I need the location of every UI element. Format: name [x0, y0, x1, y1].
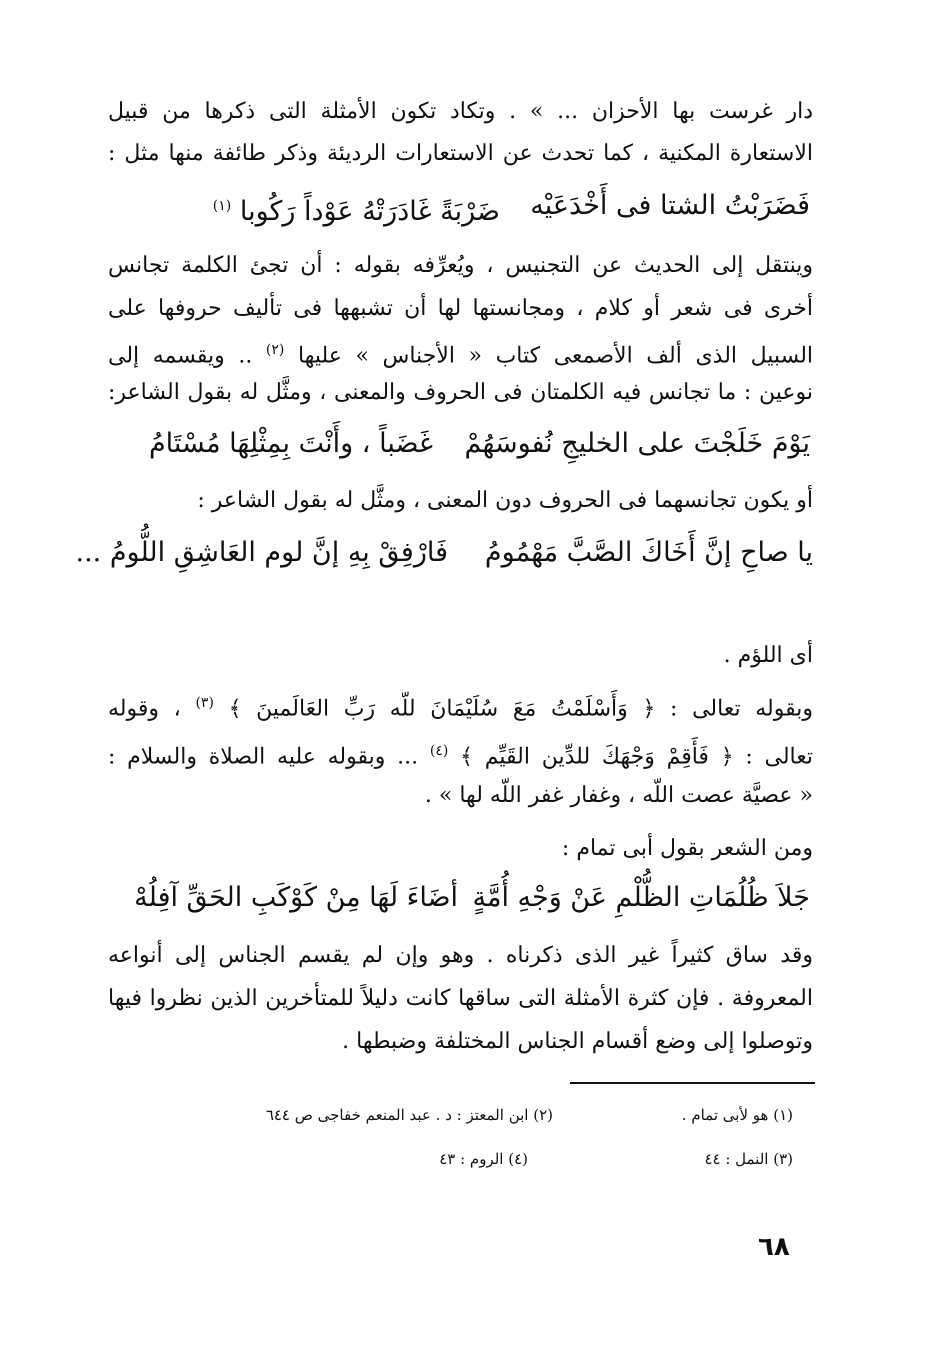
text-segment: .. ويقسمه إلى	[108, 343, 253, 369]
page-number: ٦٨	[758, 1232, 790, 1262]
text-segment: السبيل الذى ألف الأصمعى كتاب « الأجناس » عليها	[297, 343, 814, 369]
verse-4-first-hemistich: جَلاَ ظُلُمَاتِ الظُّلْمِ عَنْ وَجْهِ أُمَّةٍ	[472, 882, 810, 913]
text-segment: ... وبقوله عليه الصلاة والسلام :	[108, 744, 419, 770]
footnote-ref: (٤)	[429, 743, 449, 759]
verse-2-second-hemistich: غَضَباً ، وأَنْتَ بِمِثْلِهَا مُسْتَامُ	[148, 428, 433, 459]
verse-3-second-hemistich: فَارْفِقْ بِهِ إنَّ لوم العَاشِقِ اللُّومُ ...	[75, 537, 448, 568]
text-line: أخرى فى شعر أو كلام ، ومجانستها لها أن تشبهها فى تأليف حروفها على	[108, 296, 813, 321]
text-line: أو يكون تجانسهما فى الحروف دون المعنى ، ومثَّل له بقول الشاعر :	[197, 488, 813, 513]
footnote-divider	[570, 1082, 815, 1084]
text-line	[108, 734, 813, 774]
text-segment: ، وقوله	[108, 696, 181, 722]
text-segment: وبقوله تعالى : ﴿ وَأَسْلَمْتُ مَعَ سُلَيْمَانَ للّه رَبِّ العَالَمينَ ﴾	[228, 696, 813, 722]
verse-3-first-hemistich: يا صاحِ إنَّ أَخَاكَ الصَّبَّ مَهْمُومُ	[484, 537, 813, 568]
text-line: وقد ساق كثيراً غير الذى ذكرناه . وهو وإن لم يقسم الجناس إلى أنواعه	[108, 943, 813, 968]
verse-1-first-hemistich	[530, 186, 810, 226]
verse-1-second-hemistich	[213, 186, 500, 232]
text-line: دار غرست بها الأحزان ... » . وتكاد تكون الأمثلة التى ذكرها من قبيل	[108, 99, 813, 124]
footnote-4: (٤) الروم : ٤٣	[439, 1150, 528, 1168]
verse-text: فَضَرَبْتُ الشتا فى أَخْدَعَيْه	[530, 190, 810, 221]
text-line: وتوصلوا إلى وضع أقسام الجناس المختلفة وضبطها .	[342, 1029, 813, 1054]
verse-text: ضَرْبَةً غَادَرَتْهُ عَوْداً رَكُوبا	[239, 196, 500, 227]
footnote-2: (٢) ابن المعتز : د . عبد المنعم خفاجى ص ٦٤٤	[265, 1106, 553, 1124]
verse-2-first-hemistich: يَوْمَ خَلَجْتَ على الخليجِ نُفوسَهُمْ	[464, 428, 810, 459]
text-line: أى اللؤم .	[723, 643, 813, 668]
footnote-ref: (٣)	[195, 695, 214, 711]
text-line: الاستعارة المكنية ، كما تحدث عن الاستعارات الرديئة وذكر طائفة منها مثل :	[108, 141, 813, 166]
text-line: نوعين : ما تجانس فيه الكلمتان فى الحروف والمعنى ، ومثَّل له بقول الشاعر:	[108, 380, 813, 405]
footnote-3: (٣) النمل : ٤٤	[704, 1150, 793, 1168]
text-segment: تعالى : ﴿ فَأَقِمْ وَجْهَكَ للدِّين القَيِّم ﴾	[460, 744, 813, 770]
footnote-ref: (٢)	[265, 342, 285, 358]
text-line: المعروفة . فإن كثرة الأمثلة التى ساقها كانت دليلاً للمتأخرين الذين نظروا فيها	[108, 986, 813, 1011]
text-line: ومن الشعر بقول أبى تمام :	[561, 836, 813, 861]
text-line: وينتقل إلى الحديث عن التجنيس ، ويُعرِّفه بقوله : أن تجئ الكلمة تجانس	[108, 253, 813, 278]
footnote-ref: (١)	[212, 198, 232, 214]
verse-4-second-hemistich: أضَاءَ لَهَا مِنْ كَوْكَبِ الحَقِّ آفِلُهْ	[134, 882, 458, 913]
text-line	[108, 686, 813, 726]
text-line: « عصيَّة عصت اللّه ، وغفار غفر اللّه لها » .	[424, 783, 813, 808]
footnote-1: (١) هو لأبى تمام .	[681, 1106, 793, 1124]
text-line	[108, 333, 813, 373]
